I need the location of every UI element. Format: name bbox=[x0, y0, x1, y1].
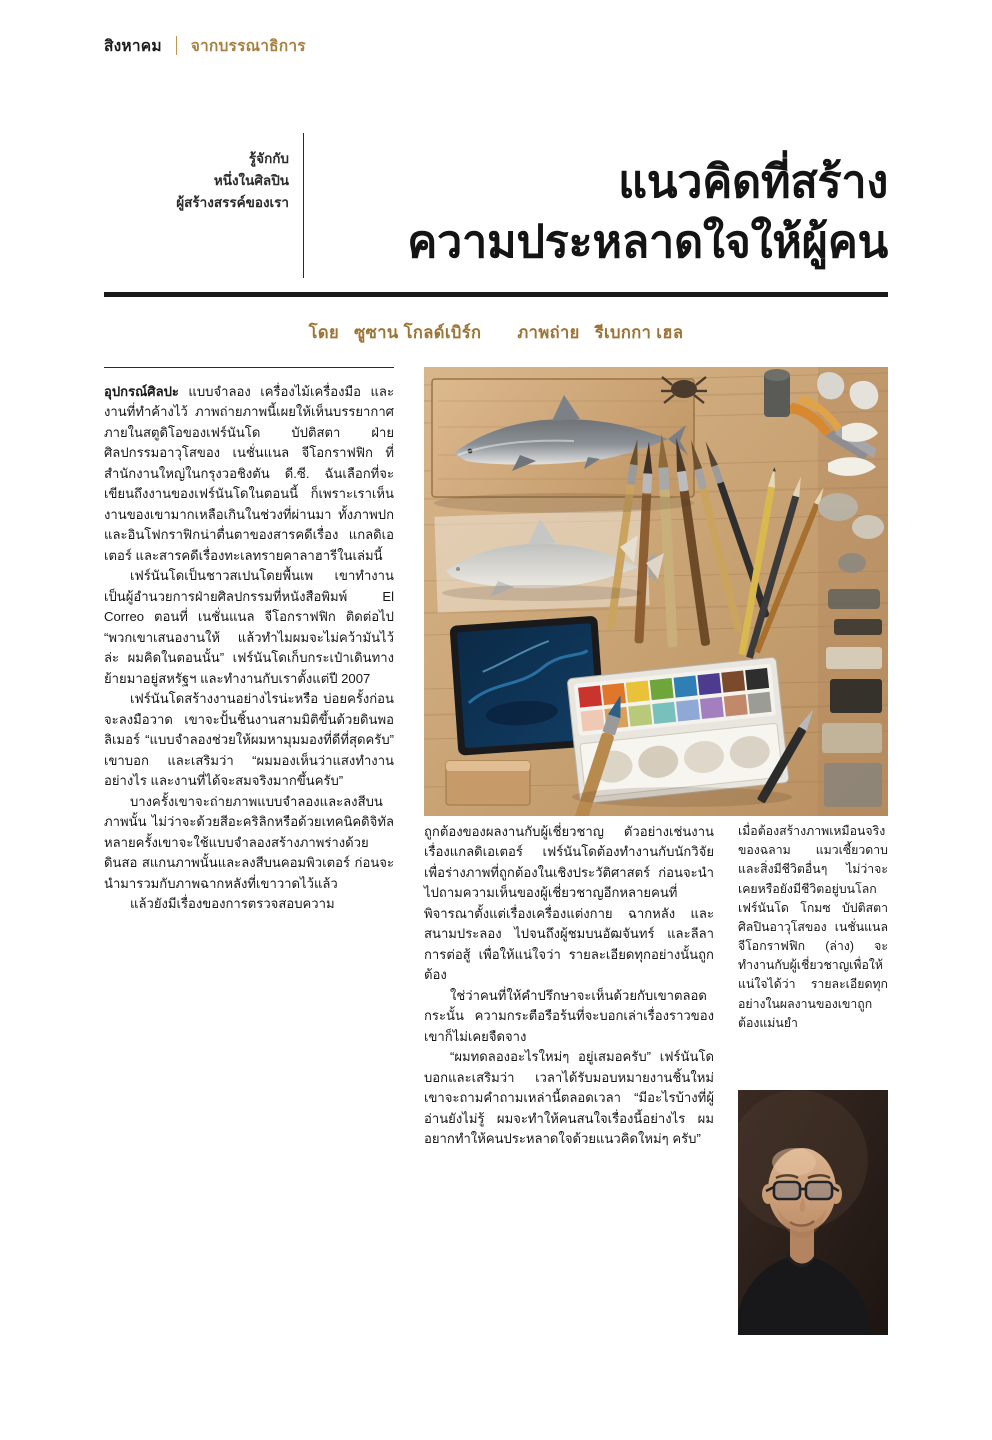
byline-photographer-name: รีเบกกา เฮล bbox=[594, 324, 684, 342]
kicker bbox=[104, 148, 289, 214]
byline bbox=[104, 320, 888, 346]
running-head-subsection: จากบรรณาธิการ bbox=[190, 38, 306, 55]
paragraph-text: แบบจำลอง เครื่องไม้เครื่องมือ และงานที่ทำค้างไว้ ภาพถ่ายภาพนี้เผยให้เห็นบรรยากาศภายในสตูดิโอของเฟร์นันโด บัปติสตา ฝ่ายศิลปกรรมอาวุโสของ เนชั่นแนล จีโอกราฟฟิก ที่สำนักงานใหญ่ในกรุงวอชิงตัน ดี.ซี. ฉันเลือกที่จะเขียนถึงงานของเฟร์นันโดในตอนนี้ ก็เพราะเราเห็นงานของเขามากเหลือเกินในช่วงที่ผ่านมา ทั้งภาพปกและอินโฟกราฟิกน่าตื่นตาของสารคดีเรื่อง แกลดิเอเตอร์ และสารคดีเรื่องทะเลทรายคาลาฮารีในเล่มนี้ bbox=[104, 384, 394, 563]
paragraph: เฟร์นันโดเป็นชาวสเปนโดยพื้นเพ เขาทำงานเป็นผู้อำนวยการฝ่ายศิลปกรรมที่หนังสือพิมพ์ El Correo ตอนที่ เนชั่นแนล จีโอกราฟฟิก ติดต่อไป “พวกเขาเสนองานให้ แล้วทำไมผมจะไม่คว้ามันไว้ล่ะ ผมคิดในตอนนั้น” เฟร์นันโดเก็บกระเป๋าเดินทางย้ายมาอยู่สหรัฐฯ และทำงานกับเราตั้งแต่ปี 2007 bbox=[104, 568, 394, 686]
byline-photo-label: ภาพถ่าย bbox=[517, 324, 580, 342]
page-title bbox=[268, 152, 888, 271]
running-head bbox=[104, 33, 306, 58]
paragraph: ใช่ว่าคนที่ให้คำปรึกษาจะเห็นด้วยกับเขาตลอด กระนั้น ความกระตือรือร้นที่จะบอกเล่าเรื่องราวของเขาก็ไม่เคยจืดจาง bbox=[424, 987, 714, 1044]
header-divider bbox=[104, 292, 888, 297]
paragraph: บางครั้งเขาจะถ่ายภาพแบบจำลองและลงสีบนภาพนั้น ไม่ว่าจะด้วยสีอะคริลิกหรือด้วยเทคนิคดิจิทัล หลายครั้งเขาจะใช้แบบจำลองสร้างภาพร่างด้วยดินสอ สแกนภาพนั้นและลงสีบนคอมพิวเตอร์ ก่อนจะนำมารวมกับภาพฉากหลังที่เขาวาดไว้แล้ว bbox=[104, 793, 394, 891]
body-column-1 bbox=[104, 382, 394, 915]
kicker-line-2: หนึ่งในศิลปิน bbox=[213, 172, 289, 188]
headline-line-1: แนวคิดที่สร้าง bbox=[618, 156, 888, 208]
running-head-divider bbox=[176, 36, 177, 55]
running-head-section: สิงหาคม bbox=[104, 38, 162, 55]
paragraph: ถูกต้องของผลงานกับผู้เชี่ยวชาญ ตัวอย่างเช่นงานเรื่องแกลดิเอเตอร์ เฟร์นันโดต้องทำงานกับนักวิจัยเพื่อร่างภาพที่ถูกต้องในเชิงประวัติศาสตร์ ก่อนจะนำไปถามความเห็นของผู้เชี่ยวชาญอีกหลายคนที่พิจารณาตั้งแต่เรื่องเครื่องแต่งกาย ฉากหลัง และสนามประลอง ไปจนถึงผู้ชมบนอัฒจันทร์ และลีลาการต่อสู้ เพื่อให้แน่ใจว่า รายละเอียดทุกอย่างนั้นถูกต้อง bbox=[424, 824, 714, 983]
headline-line-2: ความประหลาดใจให้ผู้คน bbox=[407, 215, 888, 267]
kicker-line-3: ผู้สร้างสรรค์ของเรา bbox=[176, 194, 289, 210]
paragraph: แล้วยังมีเรื่องของการตรวจสอบความ bbox=[130, 896, 335, 912]
hero-photo bbox=[424, 367, 888, 816]
body-column-2 bbox=[424, 822, 714, 1150]
kicker-line-1: รู้จักกับ bbox=[248, 151, 289, 166]
paragraph bbox=[104, 382, 394, 566]
byline-author-label: โดย bbox=[308, 324, 340, 342]
drop-lead: อุปกรณ์ศิลปะ bbox=[104, 384, 179, 399]
paragraph: “ผมทดลองอะไรใหม่ๆ อยู่เสมอครับ” เฟร์นันโดบอกและเสริมว่า เวลาได้รับมอบหมายงานชิ้นใหม่ เขาจะถามคำถามเหล่านี้ตลอดเวลา “มีอะไรบ้างที่ผู้อ่านยังไม่รู้ ผมจะทำให้คนสนใจเรื่องนี้อย่างไร ผมอยากทำให้คนประหลาดใจด้วยแนวคิดใหม่ๆ ครับ” bbox=[424, 1049, 714, 1147]
byline-author-name: ซูซาน โกลด์เบิร์ก bbox=[354, 324, 482, 342]
paragraph: เฟร์นันโดสร้างงานอย่างไรน่ะหรือ บ่อยครั้งก่อนจะลงมือวาด เขาจะปั้นชิ้นงานสามมิติขึ้นด้วยดินพอลิเมอร์ “แบบจำลองช่วยให้ผมหามุมมองที่ดีที่สุดครับ” เขาบอก และเสริมว่า “ผมมองเห็นว่าแสงทำงานอย่างไร และงานที่ได้จะสมจริงมากขึ้นครับ” bbox=[104, 691, 394, 789]
caption-text: เมื่อต้องสร้างภาพเหมือนจริงของฉลาม แมวเซี้ยวดาบ และสิ่งมีชีวิตอื่นๆ ไม่ว่าจะเคยหรือยังมีชีวิตอยู่บนโลก เฟร์นันโด โกมซ บัปติสตา ศิลปินอาวุโสของ เนชั่นแนล จีโอกราฟฟิก (ล่าง) จะทำงานกับผู้เชี่ยวชาญเพื่อให้แน่ใจได้ว่า รายละเอียดทุกอย่างในผลงานของเขาถูกต้องแม่นยำ bbox=[738, 824, 888, 1030]
photo-caption bbox=[738, 822, 888, 1033]
portrait-photo bbox=[738, 1090, 888, 1335]
column-top-rule bbox=[104, 367, 394, 368]
